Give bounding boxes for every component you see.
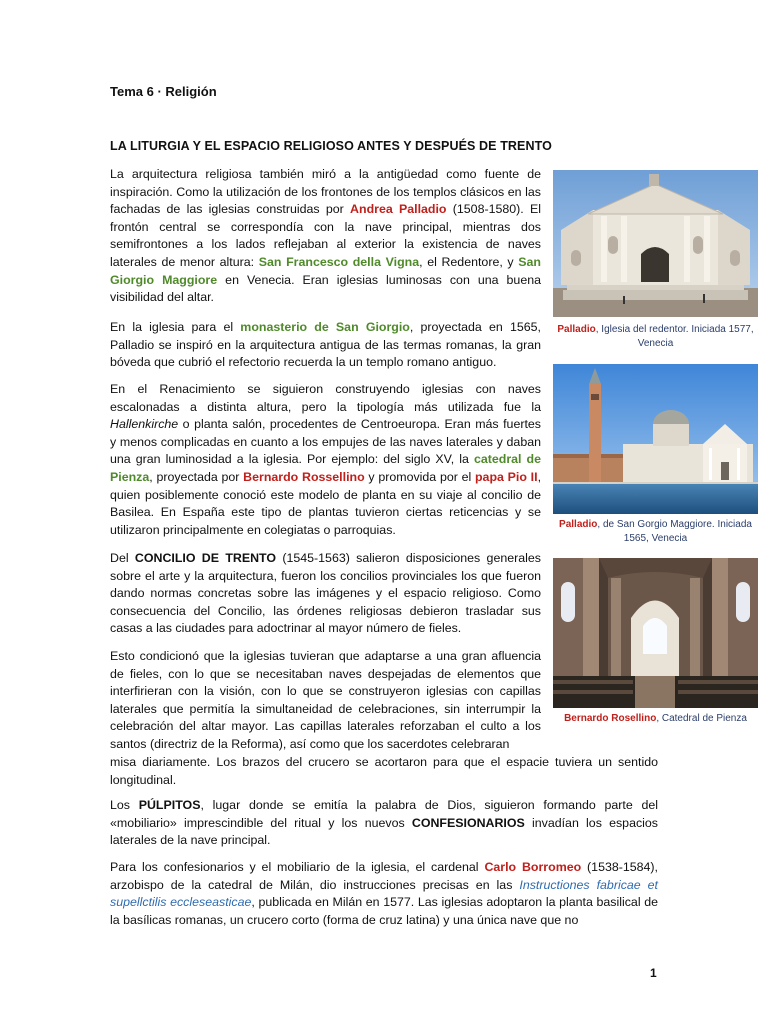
caption-author: Bernardo Rosellino (564, 713, 657, 724)
text: o planta salón, procedentes de Centroeuropa. Eran más fuertes y menos complicadas en cuanto a los empujes de las naves laterales y daban una gran luminosidad a la iglesia. Por ejemplo: del siglo XV, la (110, 417, 541, 467)
text: en Venecia. Eran iglesias luminosas con una buena visibilidad del altar. (110, 272, 541, 305)
caption-redentore (553, 323, 758, 351)
paragraph-6 (110, 797, 658, 850)
term-hallenkirche: Hallenkirche (110, 417, 179, 432)
paragraph-5b (110, 754, 658, 789)
text: Para los confesionarios y el mobiliario de la iglesia, el cardenal (110, 860, 485, 874)
text: (1538-1584), arzobispo de la catedral de Milán, dio instrucciones precisas en las (110, 860, 658, 892)
text: Los (110, 798, 139, 812)
term-confesionarios: CONFESIONARIOS (411, 815, 525, 830)
caption-text: , Iglesia del redentor. Iniciada 1577, Venecia (595, 324, 754, 349)
photo-redentore (553, 170, 758, 317)
name-borromeo: Carlo Borromeo (484, 860, 582, 874)
term-pulpitos: PÚLPITOS (138, 798, 201, 812)
place-monasterio: monasterio de San Giorgio (240, 320, 410, 334)
name-rossellino: Bernardo Rossellino (243, 469, 365, 484)
text: (1545-1563) salieron disposiciones generales sobre el arte y la arquitectura, fueron los concilios provinciales los que fueron dando normas concretas sobre las imágenes y el espacio religioso. Como consecuencia del Concilio, las órdenes religiosas debieron trasladar sus casas a las ciudades para adoctrinar al mayor número de fieles. (110, 551, 541, 636)
text: Esto condicionó que la iglesias tuvieran que adaptarse a una gran afluencia de fieles, con lo que se necesitaban naves despejadas de elementos que interfirieran con la visión, con lo que se construyeron iglesias con capillas laterales que permitía la simultaneidad de celebraciones, sin interrumpir la celebración del altar mayor. Las capillas laterales reforzaban el culto a los santos (directriz de la Reforma), así como que los sacerdotes celebraran (110, 649, 541, 751)
caption-pienza (553, 712, 758, 726)
caption-author: Palladio (557, 324, 596, 335)
section-title: LA LITURGIA Y EL ESPACIO RELIGIOSO ANTES Y DESPUÉS DE TRENTO (110, 139, 552, 153)
text: Del (110, 551, 135, 565)
page-number: 1 (650, 966, 657, 980)
photo-san-giorgio (553, 364, 758, 514)
text: En la iglesia para el (110, 320, 241, 334)
text: En el Renacimiento se siguieron construyendo iglesias con naves escalonadas a distinta altura, pero la tipología más utilizada fue la (110, 382, 541, 414)
caption-san-giorgio (553, 518, 758, 546)
caption-author: Palladio (559, 519, 598, 530)
page-header: Tema 6 · Religión (110, 84, 217, 99)
place-san-francesco: San Francesco della Vigna (258, 254, 420, 269)
text: , proyectada en 1565, Palladio se inspiró en la arquitectura antigua de las termas romanas, la gran bóveda que cubrió el refectorio recuerda la un templo romano antiguo. (110, 320, 541, 370)
place-catedral-pienza: catedral de Pienza (110, 452, 541, 484)
name-papa-pio: papa Pio II (474, 469, 538, 484)
title-instructiones: Instructiones fabricae et supellctilis eccleseasticae (110, 877, 658, 910)
text: , publicada en Milán en 1577. Las iglesias adoptaron la planta basilical de la basílicas romanas, un crucero corto (forma de cruz latina) y una única nave que no (110, 895, 658, 927)
text: , lugar donde se emitía la palabra de Dios, siguieron formando parte del «mobiliario» imprescindible del ritual y los nuevos (110, 798, 659, 830)
text: misa diariamente. Los brazos del crucero se acortaron para que el espacie tuviera un sentido longitudinal. (110, 755, 658, 787)
text: invadían los espacios laterales de la nave principal. (110, 815, 659, 848)
photo-pienza-interior (553, 558, 758, 708)
text: , quien posiblemente conoció este modelo de planta en su viaje al concilio de Basilea. En España este tipo de plantas tuvieron ciertas reticencias y se utilizaron principalmente en colegiatas o parroquias. (110, 469, 542, 537)
caption-text: , de San Gorgio Maggiore. Iniciada 1565, Venecia (597, 519, 752, 544)
paragraph-3 (110, 381, 541, 539)
text: La arquitectura religiosa también miró a la antigüedad como fuente de inspiración. Como la utilización de los frontones de los templos clásicos en las fachadas de las iglesias construidas por (110, 167, 541, 217)
text: , el Redentore, y (419, 254, 519, 269)
paragraph-7 (110, 859, 658, 929)
text: y promovida por el (364, 469, 475, 484)
paragraph-1 (110, 166, 541, 307)
paragraph-4 (110, 550, 541, 638)
caption-text: , Catedral de Pienza (656, 713, 747, 724)
text: (1508-1580). El frontón central se correspondía con la nave principal, mientras dos semifrontones a los lados reflejaban al exterior la existencia de naves laterales de menor altura: (110, 202, 541, 269)
paragraph-2 (110, 319, 541, 372)
place-san-giorgio: San Giorgio Maggiore (110, 254, 541, 287)
name-andrea-palladio: Andrea Palladio (350, 202, 447, 217)
text: , proyectada por (149, 469, 244, 484)
term-concilio: CONCILIO DE TRENTO (134, 551, 277, 565)
paragraph-5a (110, 648, 541, 754)
